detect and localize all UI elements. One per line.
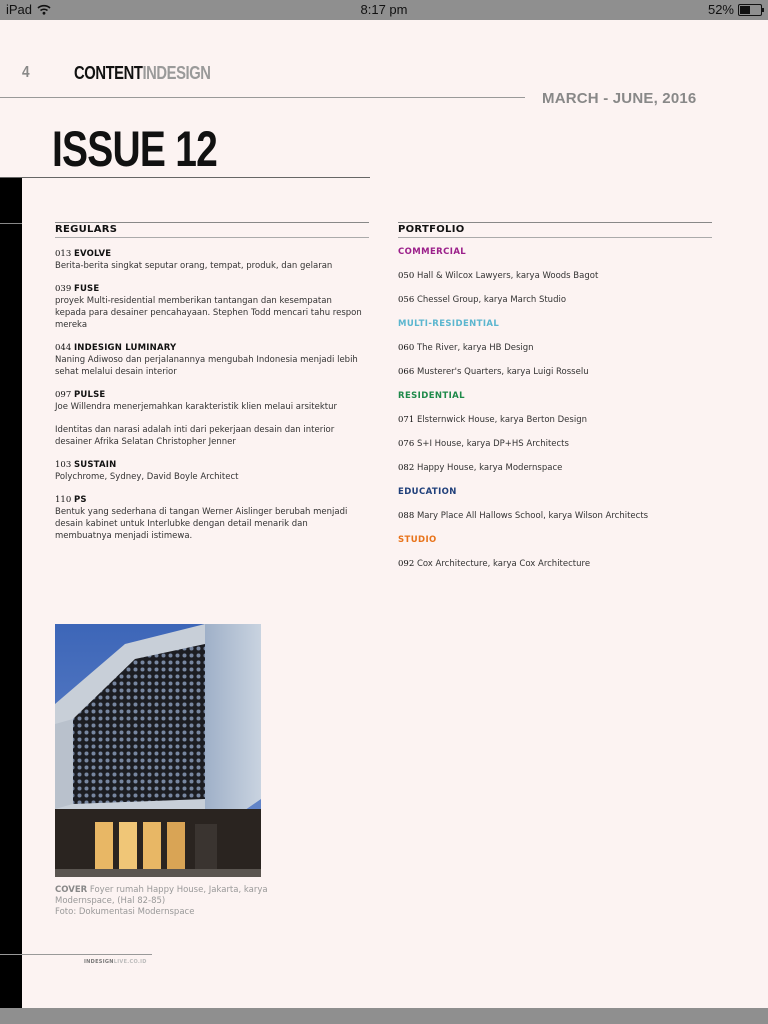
portfolio-entry-text: Elsternwick House, karya Berton Design: [416, 415, 587, 425]
portfolio-category: RESIDENTIAL: [398, 391, 465, 401]
portfolio-entry[interactable]: [398, 366, 718, 390]
page-ref: 044: [55, 343, 72, 353]
running-head-indesign: INDESIGN: [142, 63, 211, 83]
regulars-item[interactable]: [55, 342, 365, 378]
cover-photo-illustration: [55, 624, 261, 877]
portfolio-entry-text: Mary Place All Hallows School, karya Wilson Architects: [416, 511, 649, 521]
page-ref: 071: [398, 415, 415, 425]
portfolio-category: MULTI-RESIDENTIAL: [398, 319, 500, 329]
status-right: [708, 2, 762, 17]
issue-date: MARCH - JUNE, 2016: [542, 90, 697, 107]
page-ref: 088: [398, 511, 415, 521]
cover-label: COVER: [55, 885, 88, 895]
running-head: [74, 63, 211, 84]
regulars-item[interactable]: [55, 424, 365, 448]
regulars-item-desc: Identitas dan narasi adalah inti dari pekerjaan desain dan interior desainer Afrika Selatan Christopher Jenner: [55, 425, 335, 447]
section-name: INDESIGN LUMINARY: [73, 343, 177, 353]
magazine-page: [0, 20, 768, 1008]
footer-url-a: INDESIGN: [84, 959, 114, 965]
page-ref: 076: [398, 439, 415, 449]
section-name: FUSE: [73, 284, 100, 294]
running-head-content: CONTENT: [74, 63, 143, 83]
bottom-bar: [0, 1008, 768, 1024]
cover-caption-text: Foyer rumah Happy House, Jakarta, karya Modernspace, (Hal 82-85): [55, 885, 268, 906]
portfolio-entry[interactable]: [398, 438, 718, 462]
regulars-item-title: [55, 494, 365, 506]
section-name: PS: [73, 495, 87, 505]
portfolio-category: EDUCATION: [398, 487, 457, 497]
portfolio-entry[interactable]: [398, 414, 718, 438]
portfolio-entry-text: S+I House, karya DP+HS Architects: [416, 439, 569, 449]
cover-credit: Foto: Dokumentasi Modernspace: [55, 907, 195, 917]
left-tick-rule: [0, 223, 22, 224]
portfolio-entry[interactable]: [398, 270, 718, 294]
regulars-item-title: [55, 342, 365, 354]
battery-icon: [738, 4, 762, 16]
regulars-item-desc: Polychrome, Sydney, David Boyle Architect: [55, 472, 239, 482]
portfolio-entry[interactable]: [398, 510, 718, 534]
portfolio-entry-text: Happy House, karya Modernspace: [416, 463, 563, 473]
regulars-list: [55, 248, 365, 553]
section-name: SUSTAIN: [73, 460, 117, 470]
issue-rule: [0, 177, 370, 178]
page-ref: 103: [55, 460, 72, 470]
regulars-item-desc: Berita-berita singkat seputar orang, tempat, produk, dan gelaran: [55, 261, 333, 271]
portfolio-entry-text: Chessel Group, karya March Studio: [416, 295, 567, 305]
portfolio-entry-text: Cox Architecture, karya Cox Architecture: [416, 559, 591, 569]
page-ref: 056: [398, 295, 415, 305]
regulars-item[interactable]: [55, 389, 365, 413]
regulars-item-title: [55, 248, 365, 260]
battery-fill: [740, 6, 750, 14]
status-bar: [0, 0, 768, 20]
regulars-item[interactable]: [55, 283, 365, 331]
page-ref: 092: [398, 559, 415, 569]
portfolio-entry-text: The River, karya HB Design: [416, 343, 534, 353]
status-time: 8:17 pm: [360, 2, 408, 17]
footer-rule: [0, 954, 152, 955]
portfolio-rule: [398, 222, 712, 223]
regulars-item[interactable]: [55, 248, 365, 272]
page-ref: 039: [55, 284, 72, 294]
regulars-item-desc: Joe Willendra menerjemahkan karakteristik klien melaui arsitektur: [55, 402, 337, 412]
page-ref: 097: [55, 390, 72, 400]
regulars-item[interactable]: [55, 459, 365, 483]
page-ref: 060: [398, 343, 415, 353]
portfolio-entry[interactable]: [398, 294, 718, 318]
device-label: iPad: [6, 2, 33, 17]
portfolio-heading: PORTFOLIO: [398, 224, 465, 235]
regulars-item-desc: Bentuk yang sederhana di tangan Werner Aislinger berubah menjadi desain kabinet untuk Interlubke dengan detail menarik dan membuatnya menjadi istimewa.: [55, 507, 348, 541]
page-ref: 066: [398, 367, 415, 377]
regulars-item[interactable]: [55, 494, 365, 542]
regulars-item-title: [55, 459, 365, 471]
left-edge-bar: [0, 178, 22, 1008]
page-ref: 050: [398, 271, 415, 281]
section-name: EVOLVE: [73, 249, 112, 259]
regulars-item-desc: proyek Multi-residential memberikan tantangan dan kesempatan kepada para desainer pencahayaan. Stephen Todd mencari tahu respon mereka: [55, 296, 362, 330]
page-ref: 110: [55, 495, 72, 505]
cover-photo: [55, 624, 261, 877]
portfolio-entry[interactable]: [398, 558, 718, 582]
page-ref: 082: [398, 463, 415, 473]
portfolio-entry-text: Musterer's Quarters, karya Luigi Rosselu: [416, 367, 589, 377]
portfolio-category: COMMERCIAL: [398, 247, 467, 257]
section-name: PULSE: [73, 390, 106, 400]
regulars-item-desc: Naning Adiwoso dan perjalanannya mengubah Indonesia menjadi lebih sehat melalui desain interior: [55, 355, 358, 377]
regulars-rule-under: [55, 237, 369, 238]
portfolio-category: STUDIO: [398, 535, 437, 545]
portfolio-list: [398, 246, 718, 582]
regulars-item-title: [55, 283, 365, 295]
issue-title: ISSUE 12: [52, 121, 218, 177]
portfolio-entry[interactable]: [398, 342, 718, 366]
header-rule: [0, 97, 525, 98]
page-ref: 013: [55, 249, 72, 259]
portfolio-entry[interactable]: [398, 462, 718, 486]
regulars-rule: [55, 222, 369, 223]
cover-caption: [55, 885, 275, 918]
portfolio-rule-under: [398, 237, 712, 238]
regulars-heading: REGULARS: [55, 224, 118, 235]
regulars-item-title: [55, 389, 365, 401]
portfolio-entry-text: Hall & Wilcox Lawyers, karya Woods Bagot: [416, 271, 599, 281]
footer-url[interactable]: [84, 959, 147, 965]
footer-url-b: LIVE.CO.ID: [113, 959, 147, 965]
battery-percent: 52%: [707, 2, 734, 17]
page-number: 4: [22, 64, 30, 81]
